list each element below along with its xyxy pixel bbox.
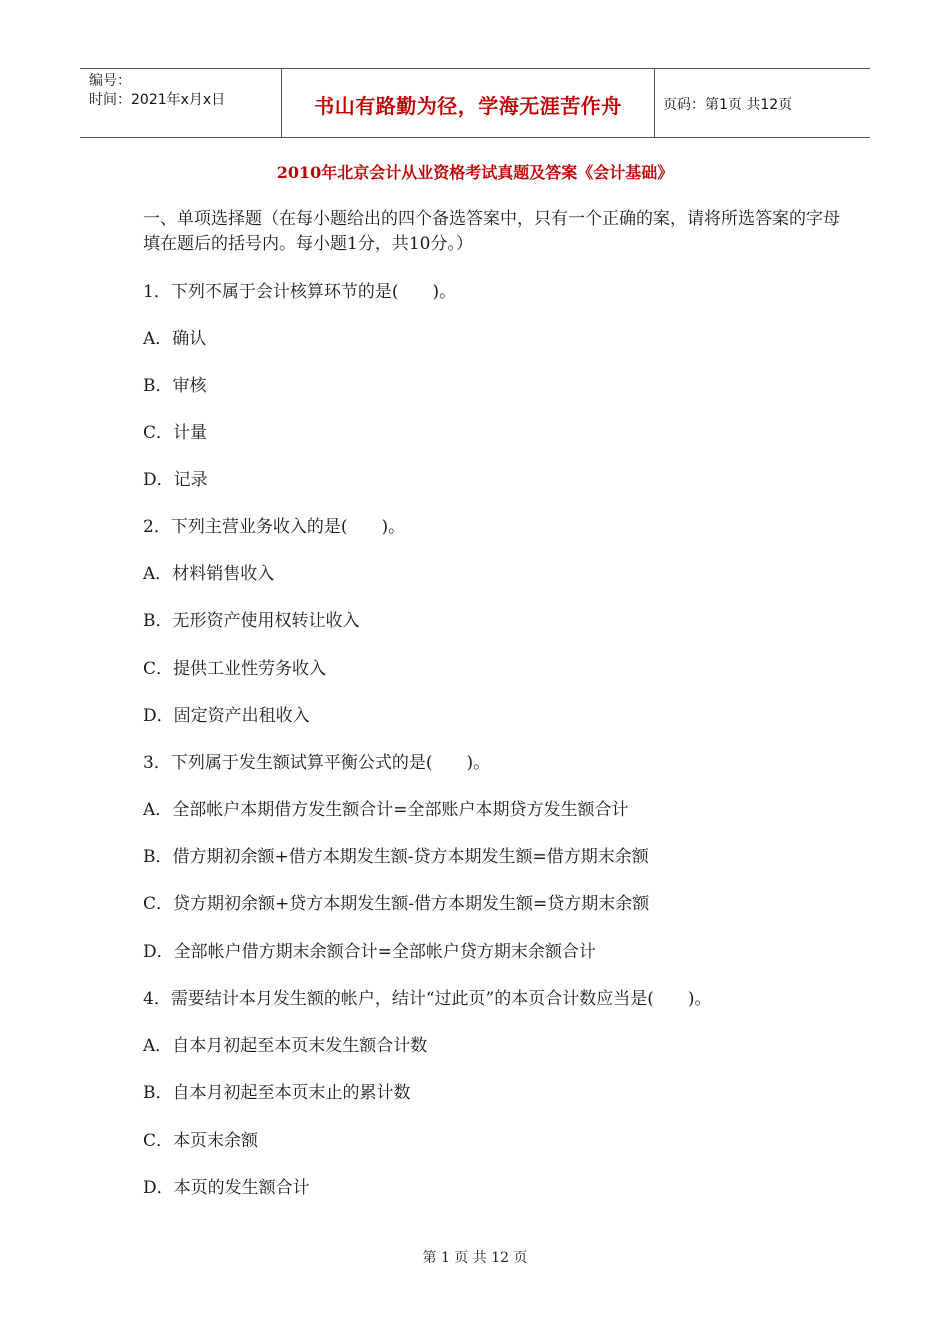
question-1-option-c: C．计量 <box>143 423 208 443</box>
header-page-info: 页码：第1页 共12页 <box>663 97 793 113</box>
question-2-option-b: B．无形资产使用权转让收入 <box>143 611 360 631</box>
serial-number-label: 编号： <box>89 73 131 89</box>
question-4-option-a: A．自本月初起至本页末发生额合计数 <box>143 1036 428 1056</box>
document-title: 2010年北京会计从业资格考试真题及答案《会计基础》 <box>276 163 674 182</box>
question-1-option-a: A．确认 <box>143 329 207 349</box>
date-label: 时间：2021年x月x日 <box>89 92 226 108</box>
page-footer: 第 1 页 共 12 页 <box>422 1250 528 1266</box>
question-3: 3．下列属于发生额试算平衡公式的是( )。 <box>143 753 491 773</box>
question-3-option-a: A．全部帐户本期借方发生额合计=全部账户本期贷方发生额合计 <box>143 800 629 820</box>
question-1-option-b: B．审核 <box>143 376 207 396</box>
question-2-option-a: A．材料销售收入 <box>143 564 275 584</box>
question-1-option-d: D．记录 <box>143 470 208 490</box>
header-meta-cell <box>80 69 280 137</box>
header-table <box>80 68 870 138</box>
question-1: 1．下列不属于会计核算环节的是( )。 <box>143 282 457 302</box>
question-4-option-b: B．自本月初起至本页末止的累计数 <box>143 1083 411 1103</box>
question-4: 4．需要结计本月发生额的帐户，结计“过此页”的本页合计数应当是( )。 <box>143 989 712 1009</box>
question-2: 2．下列主营业务收入的是( )。 <box>143 517 406 537</box>
question-3-option-b: B．借方期初余额+借方本期发生额-贷方本期发生额=借方期末余额 <box>143 847 649 867</box>
header-motto: 书山有路勤为径，学海无涯苦作舟 <box>314 94 622 118</box>
question-2-option-d: D．固定资产出租收入 <box>143 706 310 726</box>
header-page-cell <box>654 69 870 137</box>
question-4-option-c: C．本页末余额 <box>143 1131 259 1151</box>
question-4-option-d: D．本页的发生额合计 <box>143 1178 310 1198</box>
question-3-option-d: D．全部帐户借方期末余额合计=全部帐户贷方期末余额合计 <box>143 942 596 962</box>
question-3-option-c: C．贷方期初余额+贷方本期发生额-借方本期发生额=贷方期末余额 <box>143 894 650 914</box>
header-motto-cell <box>281 69 655 137</box>
question-2-option-c: C．提供工业性劳务收入 <box>143 659 327 679</box>
section-intro: 一、单项选择题（在每小题给出的四个备选答案中，只有一个正确的案，请将所选答案的字母填在题后的括号内。每小题1分，共10分。） <box>143 209 840 254</box>
